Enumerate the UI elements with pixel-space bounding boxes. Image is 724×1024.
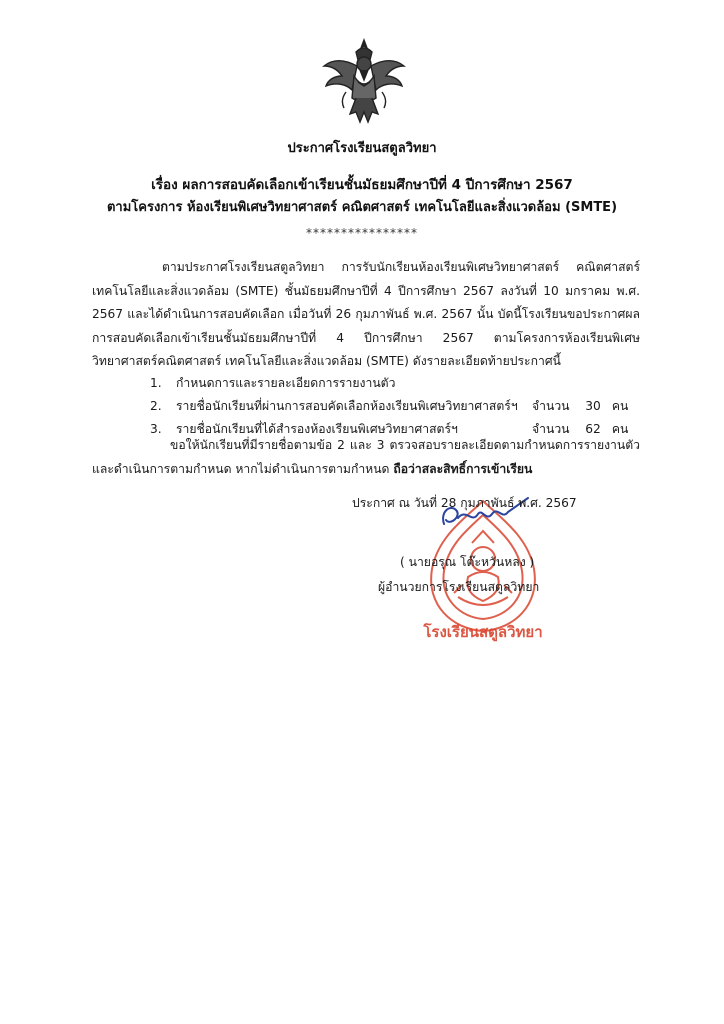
count-label: จำนวน [532,399,570,413]
closing-bold-text: ถือว่าสละสิทธิ์การเข้าเรียน [393,461,533,476]
count-unit: คน [611,422,629,436]
announcer-title: ประกาศโรงเรียนสตูลวิทยา [287,141,437,156]
list-item-text: กำหนดการและรายละเอียดการรายงานตัว [176,376,396,390]
count-value: 30 [585,399,601,413]
project-line: ตามโครงการ ห้องเรียนพิเศษวิทยาศาสตร์ คณิตศาสตร์ เทคโนโลยีและสิ่งแวดล้อม (SMTE) [106,200,618,215]
main-paragraph: ตามประกาศโรงเรียนสตูลวิทยา การรับนักเรียนห้องเรียนพิเศษวิทยาศาสตร์ คณิตศาสตร์ เทคโนโลยีและสิ่งแวดล้อม (SMTE) ชั้นมัธยมศึกษาปีที่ 4 ปีการศึกษา 2567 ลงวันที่ 10 มกราคม พ.ศ. 2567 และได้ดำเนินการสอบคัดเลือก เมื่อวันที่ 26 กุมภาพันธ์ พ.ศ. 2567 นั้น บัดนี้โรงเรียนขอประกาศผลการสอบคัดเลือกเข้าเรียนชั้นมัธยมศึกษาปีที่ 4 ปีการศึกษา 2567 ตามโครงการห้องเรียนพิเศษวิทยาศาสตร์คณิตศาสตร์ เทคโนโลยีและสิ่งแวดล้อม (SMTE) ดังรายละเอียดท้ายประกาศนี้ [92,260,640,368]
list-item [150,395,640,418]
closing-paragraph [92,434,640,481]
separator: **************** [306,226,418,240]
signer-name: ( นายอรุณ โต๊ะหวันหลง ) [400,555,535,569]
list-item-count [532,395,642,418]
garuda-emblem-icon [320,36,408,128]
list-item-number: 3. [150,422,162,436]
list-item [150,372,640,395]
seal-text: โรงเรียนสตูลวิทยา [423,623,543,641]
count-label: จำนวน [532,422,570,436]
count-unit: คน [611,399,629,413]
subject-line: เรื่อง ผลการสอบคัดเลือกเข้าเรียนชั้นมัธยมศึกษาปีที่ 4 ปีการศึกษา 2567 [151,177,573,193]
announcement-date: ประกาศ ณ วันที่ 28 กุมภาพันธ์ พ.ศ. 2567 [352,496,577,510]
list-item-number: 2. [150,399,162,413]
list-item-text: รายชื่อนักเรียนที่ได้สำรองห้องเรียนพิเศษวิทยาศาสตร์ฯ [176,422,458,436]
attachment-list [150,372,640,441]
list-item-text: รายชื่อนักเรียนที่ผ่านการสอบคัดเลือกห้องเรียนพิเศษวิทยาศาสตร์ฯ [176,399,518,413]
closing-text: ขอให้นักเรียนที่มีรายชื่อตามข้อ 2 และ 3 ตรวจสอบรายละเอียดตามกำหนดการรายงานตัว และดำเนินการตามกำหนด หากไม่ดำเนินการตามกำหนด [92,438,640,476]
signer-position: ผู้อำนวยการโรงเรียนสตูลวิทยา [378,580,540,594]
list-item-number: 1. [150,376,162,390]
count-value: 62 [585,422,601,436]
